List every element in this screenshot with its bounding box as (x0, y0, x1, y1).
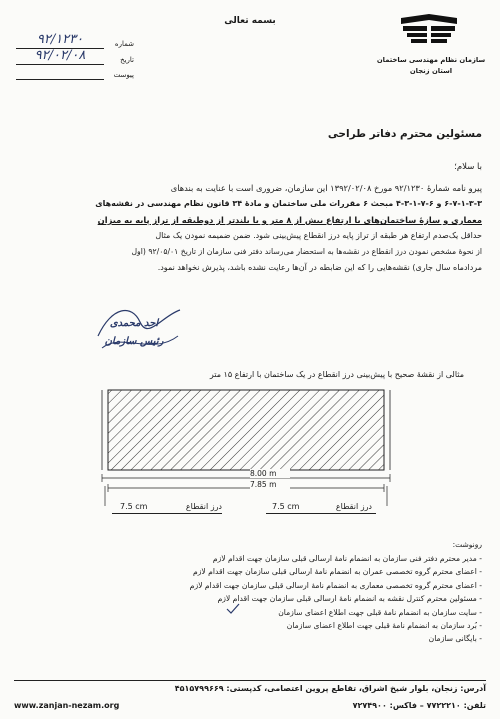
org-logo-icon (393, 12, 465, 52)
org-province: استان زنجان (409, 67, 453, 75)
body-line: حداقل یک‌صدم ارتفاع هر طبقه از تراز پایه درز انقطاع پیش‌بینی شود. ضمن ضمیمه نمودن یک مثال (155, 231, 482, 240)
dim-785-label: 7.85 m (250, 480, 290, 489)
number-label: شماره (114, 40, 134, 48)
footer-phone: تلفن: ۷۷۲۲۲۱۰ – فاکس: ۷۲۷۴۹۰۰ (352, 701, 486, 710)
checkmark-icon (226, 600, 240, 612)
gap-left-label: درز انقطاع (185, 502, 222, 511)
gap-left-value: 7.5 cm (120, 502, 148, 511)
gap-right-value: 7.5 cm (272, 502, 300, 511)
cc-list (120, 552, 482, 646)
date-value: ۹۲/۰۲/۰۸ (34, 48, 86, 63)
signatory-title: رئیس سازمان (104, 336, 164, 347)
signatory-name: احد محمدی (109, 318, 159, 329)
recipient: مسئولین محترم دفاتر طراحی (327, 128, 482, 140)
greeting: با سلام؛ (454, 162, 482, 172)
cc-item: - اعضای محترم گروه تخصصی عمران به انضمام نامهٔ ارسالی قبلی سازمان جهت اقدام لازم (193, 567, 482, 577)
org-logo (393, 12, 465, 52)
cc-item: - بُرد سازمان به انضمام نامهٔ قبلی جهت اطلاع اعضای سازمان (286, 621, 482, 631)
signature-stamp (92, 296, 188, 362)
gap-right-label: درز انقطاع (335, 502, 372, 511)
building-hatch (108, 390, 384, 470)
body-line: ۶-۷-۱-۳-۳ و ۶-۷-۱-۳-۴ مبحث ۶ مقررات ملی ساختمان و مادهٔ ۳۴ قانون نظام مهندسی در نقشه‌های (95, 199, 482, 208)
letter-body (28, 180, 482, 276)
number-value: ۹۲/۱۲۳۰ (36, 32, 84, 47)
cc-item: - بایگانی سازمان (428, 634, 482, 644)
date-label: تاریخ (120, 56, 134, 64)
footer-address: آدرس: زنجان، بلوار شیخ اشراق، تقاطع پروین اعتصامی، کدپستی: ۴۵۱۵۷۹۹۶۶۹ (174, 684, 486, 693)
body-line: مردادماه سال جاری) نقشه‌هایی را که این ضابطه در آن‌ها رعایت نشده باشد، پذیرش نخواهد نمود. (157, 263, 482, 272)
cc-item: - مدیر محترم دفتر فنی سازمان به انضمام نامهٔ ارسالی قبلی سازمان جهت اقدام لازم (212, 554, 482, 563)
body-line: پیرو نامه شمارهٔ ۹۲/۱۲۳۰ مورخ ۱۳۹۲/۰۲/۰۸ این سازمان، ضروری است با عنایت به بندهای (170, 183, 482, 193)
signature-scribble (92, 296, 188, 362)
footer-website: www.zanjan-nezam.org (14, 701, 120, 710)
body-line: معماری و سازهٔ ساختمان‌های با ارتفاع بیش از ۸ متر و یا بلندتر از دوطبقه از تراز پایه به میزان (97, 215, 482, 225)
dim-800-label: 8.00 m (250, 469, 290, 478)
footer-divider (14, 680, 486, 681)
org-name: سازمان نظام مهندسی ساختمان (376, 56, 486, 64)
cc-title: رونوشت: (452, 540, 482, 549)
diagram-caption: مثالی از نقشهٔ صحیح با پیش‌بینی درز انقطاع در یک ساختمان با ارتفاع ۱۵ متر (209, 370, 464, 379)
invocation: بسمه تعالی (224, 16, 276, 26)
body-line: از نحوهٔ مشخص نمودن درز انقطاع در نقشه‌ها به استحضار می‌رساند دفتر فنی سازمان از تاریخ ۹۲/۰۵/۰۱ (اول (131, 247, 482, 256)
cc-item: - سایت سازمان به انضمام نامهٔ قبلی جهت اطلاع اعضای سازمان (278, 607, 482, 617)
cc-item: - اعضای محترم گروه تخصصی معماری به انضمام نامهٔ ارسالی قبلی سازمان جهت اقدام لازم (189, 580, 482, 590)
attachment-label: پیوست (113, 71, 134, 79)
cc-item: - مسئولین محترم کنترل نقشه به انضمام نامهٔ ارسالی قبلی سازمان جهت اقدام لازم (217, 594, 482, 604)
